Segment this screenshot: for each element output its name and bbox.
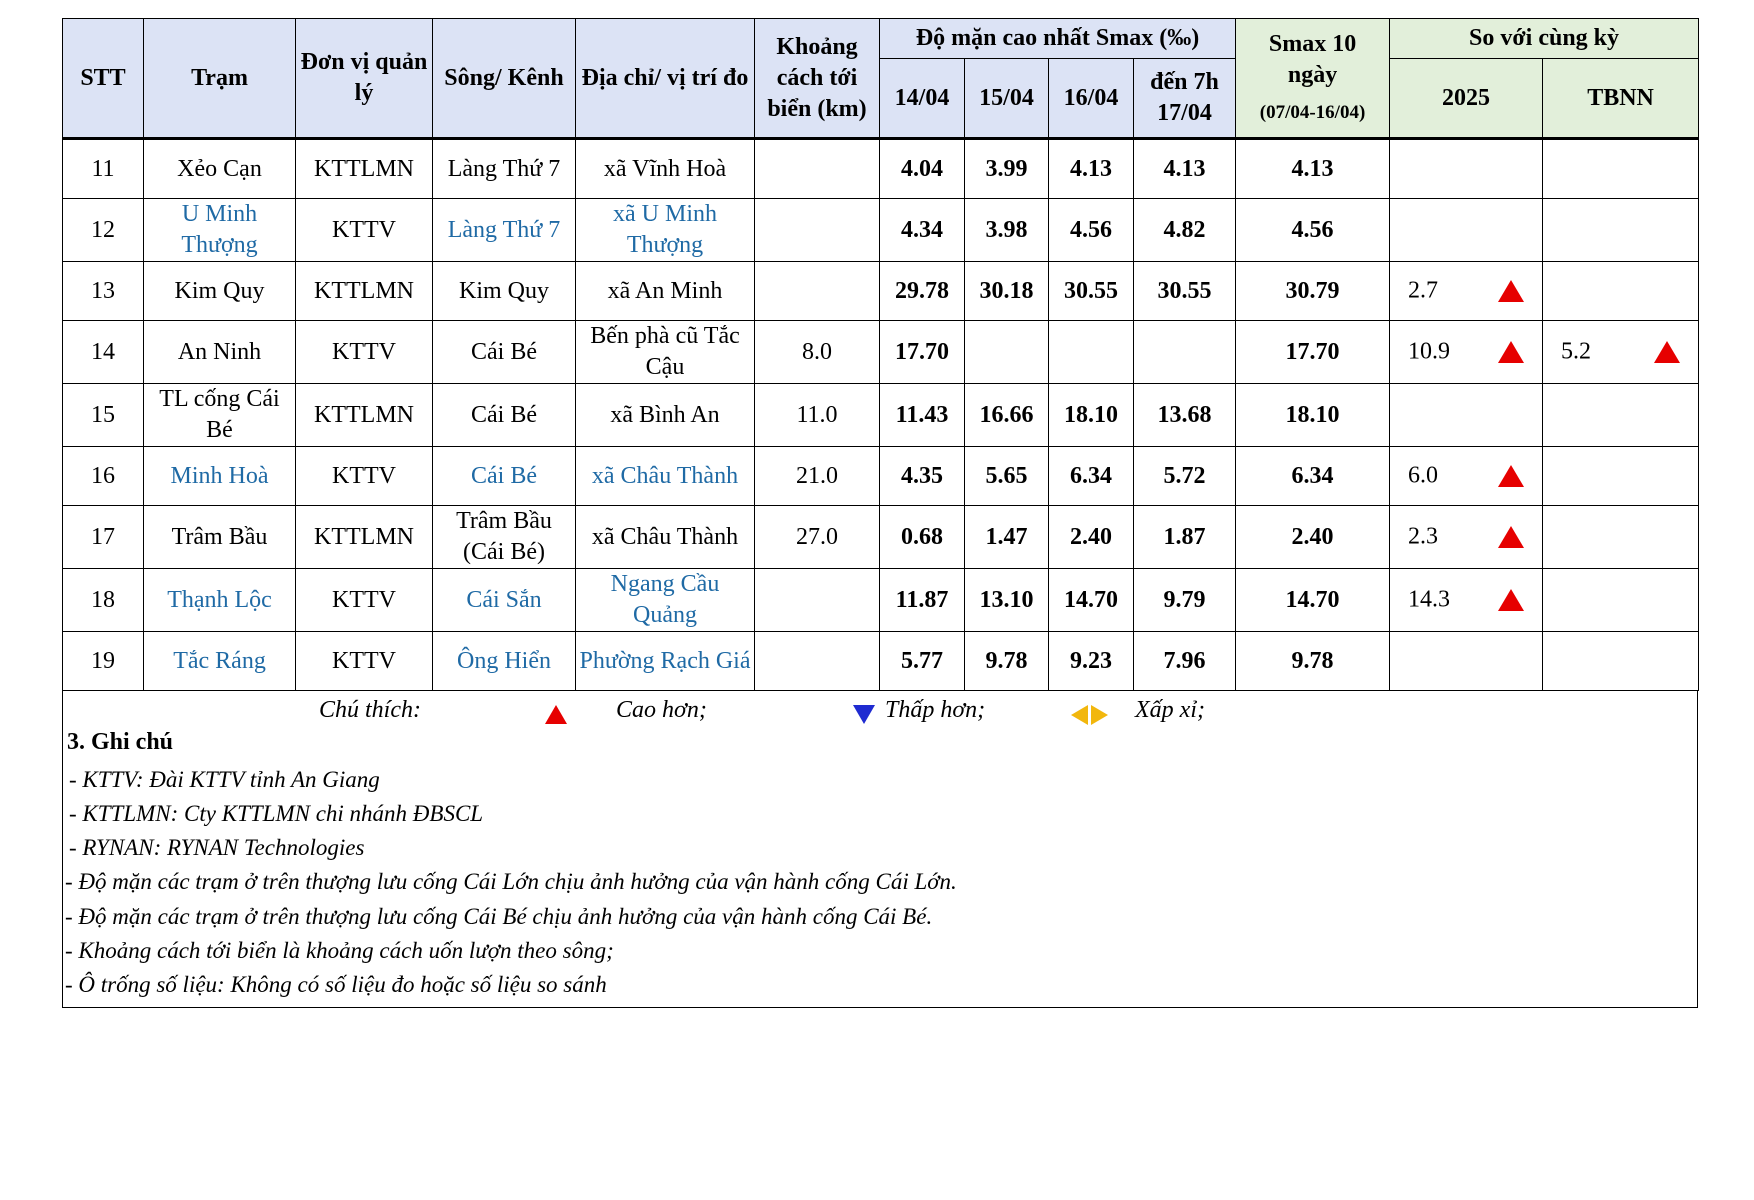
cell-don-vi: KTTLMN xyxy=(296,506,433,569)
triangle-up-icon xyxy=(1498,465,1524,487)
header-date-3: 16/04 xyxy=(1049,59,1134,139)
cell-tram: Kim Quy xyxy=(144,262,296,321)
cell-khoang-cach: 27.0 xyxy=(755,506,880,569)
cell-date-3: 2.40 xyxy=(1049,506,1134,569)
triangle-up-icon xyxy=(545,705,567,724)
cell-date-4: 4.13 xyxy=(1134,139,1236,199)
table-row xyxy=(63,447,1699,506)
notes-title: 3. Ghi chú xyxy=(67,729,174,755)
cell-song: Cái Bé xyxy=(433,384,576,447)
note-line-2: - KTTLMN: Cty KTTLMN chi nhánh ĐBSCL xyxy=(69,801,484,826)
header-date-1: 14/04 xyxy=(880,59,965,139)
cell-date-4: 9.79 xyxy=(1134,569,1236,632)
cell-stt: 19 xyxy=(63,632,144,691)
cell-date-2: 9.78 xyxy=(965,632,1049,691)
cell-date-1: 29.78 xyxy=(880,262,965,321)
cell-compare-tbnn xyxy=(1543,447,1699,506)
triangle-up-icon xyxy=(1498,280,1524,302)
notes-section xyxy=(62,691,1698,1008)
cell-date-3 xyxy=(1049,321,1134,384)
cell-dia-chi: Phường Rạch Giá xyxy=(576,632,755,691)
cell-compare-2025 xyxy=(1390,321,1543,384)
cell-smax10: 2.40 xyxy=(1236,506,1390,569)
cell-compare-2025 xyxy=(1390,199,1543,262)
cell-dia-chi: Bến phà cũ Tắc Cậu xyxy=(576,321,755,384)
legend-approx: Xấp xỉ; xyxy=(1135,697,1205,723)
cell-compare-tbnn xyxy=(1543,321,1699,384)
note-line-4: - Độ mặn các trạm ở trên thượng lưu cống Cái Lớn chịu ảnh hưởng của vận hành cống Cái Lớn. xyxy=(65,869,957,894)
cell-stt: 16 xyxy=(63,447,144,506)
header-khoang-cach: Khoảng cách tới biển (km) xyxy=(755,19,880,139)
cell-date-1: 4.04 xyxy=(880,139,965,199)
header-don-vi: Đơn vị quản lý xyxy=(296,19,433,139)
header-song: Sông/ Kênh xyxy=(433,19,576,139)
cell-date-1: 17.70 xyxy=(880,321,965,384)
legend-higher: Cao hơn; xyxy=(616,697,707,723)
cell-compare-2025 xyxy=(1390,632,1543,691)
table-row xyxy=(63,262,1699,321)
cell-compare-2025 xyxy=(1390,506,1543,569)
cell-tram: Trâm Bầu xyxy=(144,506,296,569)
compare-value: 6.0 xyxy=(1408,462,1439,489)
header-dia-chi: Địa chỉ/ vị trí đo xyxy=(576,19,755,139)
cell-smax10: 4.56 xyxy=(1236,199,1390,262)
cell-smax10: 4.13 xyxy=(1236,139,1390,199)
salinity-report xyxy=(62,18,1698,1008)
cell-khoang-cach xyxy=(755,569,880,632)
legend-label: Chú thích: xyxy=(319,697,421,723)
salinity-table xyxy=(62,18,1699,691)
cell-compare-2025 xyxy=(1390,384,1543,447)
table-body xyxy=(63,139,1699,691)
cell-smax10: 30.79 xyxy=(1236,262,1390,321)
cell-smax10: 17.70 xyxy=(1236,321,1390,384)
triangle-up-icon xyxy=(1498,589,1524,611)
header-smax10 xyxy=(1236,19,1390,139)
cell-date-3: 14.70 xyxy=(1049,569,1134,632)
cell-song: Trâm Bầu (Cái Bé) xyxy=(433,506,576,569)
triangle-up-icon xyxy=(1498,341,1524,363)
header-compare-group: So với cùng kỳ xyxy=(1390,19,1699,59)
cell-don-vi: KTTV xyxy=(296,199,433,262)
cell-don-vi: KTTLMN xyxy=(296,262,433,321)
cell-date-4: 5.72 xyxy=(1134,447,1236,506)
cell-stt: 12 xyxy=(63,199,144,262)
header-smax10-range: (07/04-16/04) xyxy=(1259,101,1366,123)
cell-compare-tbnn xyxy=(1543,506,1699,569)
cell-date-2: 30.18 xyxy=(965,262,1049,321)
legend xyxy=(63,697,1697,727)
compare-value: 2.7 xyxy=(1408,277,1439,304)
legend-lower: Thấp hơn; xyxy=(885,697,986,723)
table-row xyxy=(63,384,1699,447)
cell-khoang-cach xyxy=(755,139,880,199)
cell-compare-2025 xyxy=(1390,262,1543,321)
cell-date-3: 4.13 xyxy=(1049,139,1134,199)
cell-date-2 xyxy=(965,321,1049,384)
cell-stt: 17 xyxy=(63,506,144,569)
cell-smax10: 9.78 xyxy=(1236,632,1390,691)
cell-dia-chi: xã Vĩnh Hoà xyxy=(576,139,755,199)
table-row xyxy=(63,569,1699,632)
cell-date-2: 3.98 xyxy=(965,199,1049,262)
cell-compare-2025 xyxy=(1390,569,1543,632)
cell-date-4: 4.82 xyxy=(1134,199,1236,262)
cell-compare-tbnn xyxy=(1543,632,1699,691)
cell-date-2: 3.99 xyxy=(965,139,1049,199)
table-row xyxy=(63,321,1699,384)
compare-value: 5.2 xyxy=(1561,338,1592,365)
cell-tram: Minh Hoà xyxy=(144,447,296,506)
cell-date-2: 13.10 xyxy=(965,569,1049,632)
cell-date-1: 5.77 xyxy=(880,632,965,691)
cell-stt: 18 xyxy=(63,569,144,632)
cell-song: Ông Hiển xyxy=(433,632,576,691)
cell-dia-chi: xã Bình An xyxy=(576,384,755,447)
cell-tram: Xẻo Cạn xyxy=(144,139,296,199)
cell-date-1: 11.43 xyxy=(880,384,965,447)
cell-don-vi: KTTV xyxy=(296,569,433,632)
cell-stt: 15 xyxy=(63,384,144,447)
cell-tram: Tắc Ráng xyxy=(144,632,296,691)
cell-song: Kim Quy xyxy=(433,262,576,321)
cell-don-vi: KTTV xyxy=(296,321,433,384)
cell-date-4: 1.87 xyxy=(1134,506,1236,569)
table-row xyxy=(63,632,1699,691)
header-date-4: đến 7h 17/04 xyxy=(1134,59,1236,139)
table-row xyxy=(63,199,1699,262)
cell-song: Cái Bé xyxy=(433,447,576,506)
cell-date-4: 7.96 xyxy=(1134,632,1236,691)
cell-compare-2025 xyxy=(1390,139,1543,199)
cell-date-1: 0.68 xyxy=(880,506,965,569)
cell-don-vi: KTTV xyxy=(296,447,433,506)
cell-compare-tbnn xyxy=(1543,569,1699,632)
cell-khoang-cach xyxy=(755,262,880,321)
cell-khoang-cach: 8.0 xyxy=(755,321,880,384)
triangle-up-icon xyxy=(1654,341,1680,363)
triangle-up-icon xyxy=(1498,526,1524,548)
cell-date-1: 11.87 xyxy=(880,569,965,632)
cell-smax10: 14.70 xyxy=(1236,569,1390,632)
cell-song: Làng Thứ 7 xyxy=(433,139,576,199)
cell-compare-tbnn xyxy=(1543,139,1699,199)
cell-song: Cái Sắn xyxy=(433,569,576,632)
cell-compare-tbnn xyxy=(1543,262,1699,321)
cell-compare-2025 xyxy=(1390,447,1543,506)
note-line-6: - Khoảng cách tới biển là khoảng cách uốn lượn theo sông; xyxy=(65,938,614,963)
cell-stt: 13 xyxy=(63,262,144,321)
cell-date-2: 16.66 xyxy=(965,384,1049,447)
cell-khoang-cach: 11.0 xyxy=(755,384,880,447)
header-tram: Trạm xyxy=(144,19,296,139)
cell-date-3: 4.56 xyxy=(1049,199,1134,262)
cell-stt: 11 xyxy=(63,139,144,199)
cell-khoang-cach xyxy=(755,632,880,691)
cell-compare-tbnn xyxy=(1543,199,1699,262)
cell-dia-chi: xã An Minh xyxy=(576,262,755,321)
cell-dia-chi: xã Châu Thành xyxy=(576,506,755,569)
compare-value: 2.3 xyxy=(1408,523,1439,550)
cell-date-3: 18.10 xyxy=(1049,384,1134,447)
cell-date-3: 9.23 xyxy=(1049,632,1134,691)
header-stt: STT xyxy=(63,19,144,139)
cell-date-4: 13.68 xyxy=(1134,384,1236,447)
triangle-down-icon xyxy=(853,705,875,724)
cell-smax10: 18.10 xyxy=(1236,384,1390,447)
cell-don-vi: KTTLMN xyxy=(296,139,433,199)
note-line-1: - KTTV: Đài KTTV tỉnh An Giang xyxy=(69,767,380,792)
cell-tram: Thạnh Lộc xyxy=(144,569,296,632)
table-row xyxy=(63,139,1699,199)
cell-date-2: 5.65 xyxy=(965,447,1049,506)
note-line-5: - Độ mặn các trạm ở trên thượng lưu cống Cái Bé chịu ảnh hưởng của vận hành cống Cái Bé. xyxy=(65,904,933,929)
cell-dia-chi: Ngang Cầu Quảng xyxy=(576,569,755,632)
header-2025: 2025 xyxy=(1390,59,1543,139)
cell-dia-chi: xã U Minh Thượng xyxy=(576,199,755,262)
cell-stt: 14 xyxy=(63,321,144,384)
cell-date-1: 4.35 xyxy=(880,447,965,506)
header-tbnn: TBNN xyxy=(1543,59,1699,139)
note-line-3: - RYNAN: RYNAN Technologies xyxy=(69,835,365,860)
cell-tram: U Minh Thượng xyxy=(144,199,296,262)
cell-date-3: 6.34 xyxy=(1049,447,1134,506)
cell-date-3: 30.55 xyxy=(1049,262,1134,321)
header-smax10-title: Smax 10 ngày xyxy=(1268,30,1357,88)
cell-smax10: 6.34 xyxy=(1236,447,1390,506)
cell-compare-tbnn xyxy=(1543,384,1699,447)
header-date-2: 15/04 xyxy=(965,59,1049,139)
compare-value: 10.9 xyxy=(1408,338,1451,365)
cell-dia-chi: xã Châu Thành xyxy=(576,447,755,506)
cell-date-4 xyxy=(1134,321,1236,384)
cell-tram: TL cống Cái Bé xyxy=(144,384,296,447)
cell-song: Làng Thứ 7 xyxy=(433,199,576,262)
table-row xyxy=(63,506,1699,569)
cell-date-2: 1.47 xyxy=(965,506,1049,569)
cell-khoang-cach: 21.0 xyxy=(755,447,880,506)
cell-don-vi: KTTV xyxy=(296,632,433,691)
cell-date-4: 30.55 xyxy=(1134,262,1236,321)
cell-don-vi: KTTLMN xyxy=(296,384,433,447)
cell-date-1: 4.34 xyxy=(880,199,965,262)
cell-khoang-cach xyxy=(755,199,880,262)
cell-song: Cái Bé xyxy=(433,321,576,384)
header-smax-group: Độ mặn cao nhất Smax (‰) xyxy=(880,19,1236,59)
note-line-7: - Ô trống số liệu: Không có số liệu đo hoặc số liệu so sánh xyxy=(65,972,607,997)
compare-value: 14.3 xyxy=(1408,586,1451,613)
cell-tram: An Ninh xyxy=(144,321,296,384)
